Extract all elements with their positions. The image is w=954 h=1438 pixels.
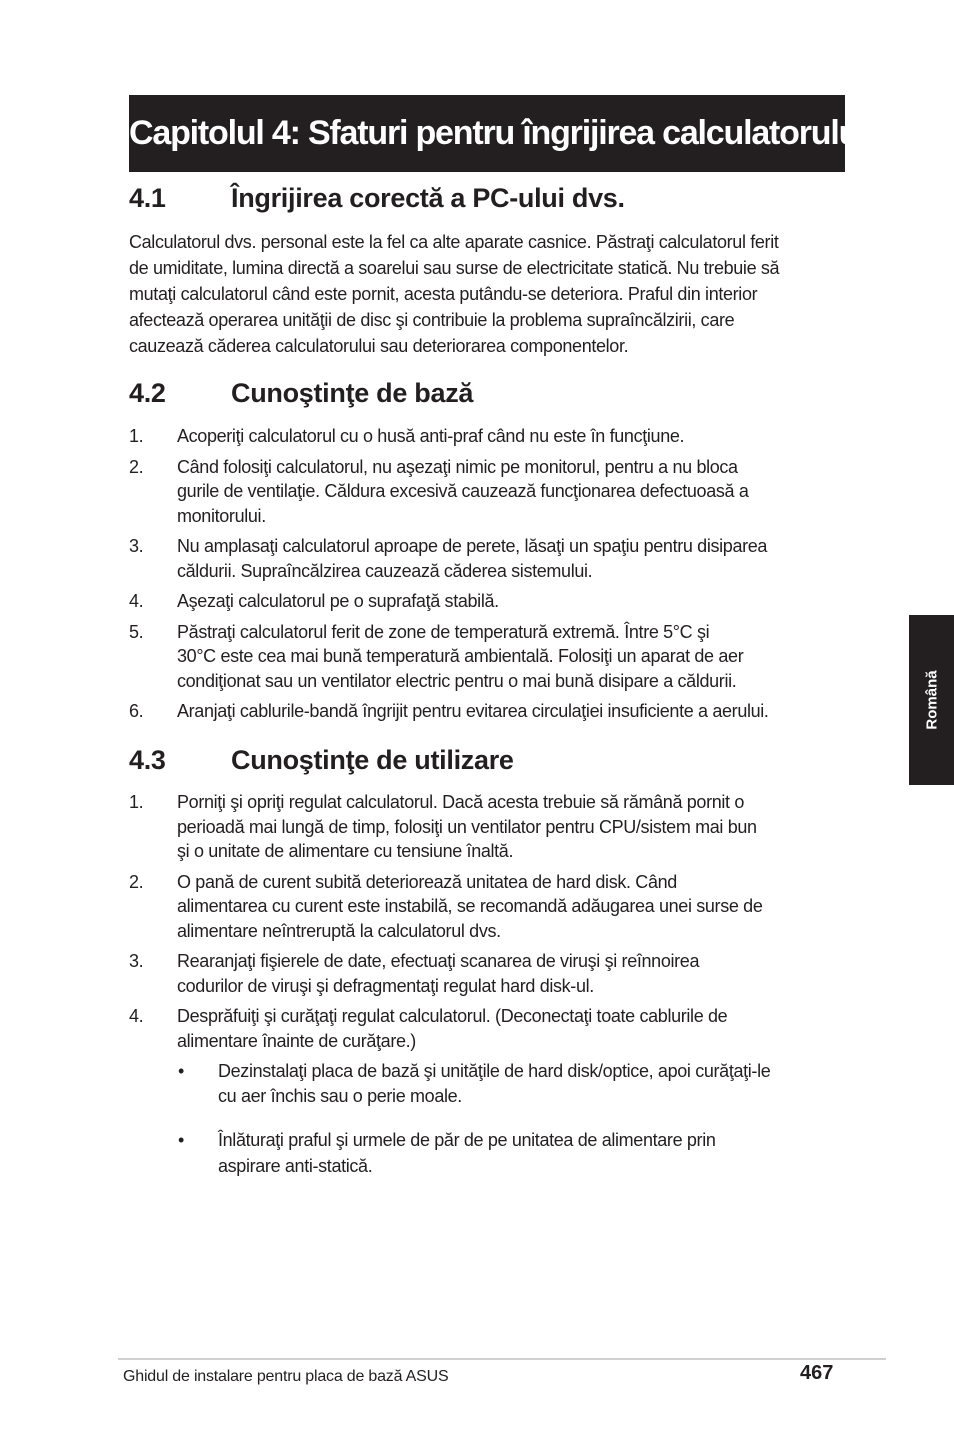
item-line: Acoperiţi calculatorul cu o husă anti-praf când nu este în funcţiune. [177,426,685,446]
item-line: monitorului. [177,505,266,526]
list-item [129,589,849,614]
basic-tips-list [129,424,849,730]
language-side-tab [909,615,954,785]
language-label: Română [923,670,940,730]
item-line: şi o unitate de alimentare cu tensiune înaltă. [177,841,514,861]
section-number: 4.1 [129,183,166,213]
item-line: gurile de ventilaţie. Căldura excesivă cauzează funcţionarea defectuoasă a [177,481,749,501]
footer-divider [118,1358,886,1360]
list-item [129,455,849,529]
item-line: Aranjaţi cablurile-bandă îngrijit pentru evitarea circulaţiei insuficiente a aerului. [177,701,769,721]
bullet-icon: • [178,1061,184,1081]
item-line: Aşezaţi calculatorul pe o suprafaţă stabilă. [177,591,499,611]
item-line: Dezinstalaţi placa de bază şi unităţile de hard disk/optice, apoi curăţaţi-le [218,1061,771,1081]
item-line: alimentarea cu curent este instabilă, se recomandă adăugarea unei surse de [177,896,763,916]
footer-text: Ghidul de instalare pentru placa de bază ASUS [123,1368,449,1385]
item-line: 30°C este cea mai bună temperatură ambientală. Folosiţi un aparat de aer [177,646,744,666]
bullet-icon: • [178,1130,184,1150]
section-title: Cunoştinţe de utilizare [231,745,514,775]
section-heading-4-1 [129,182,625,214]
list-item [129,1004,849,1053]
list-item [129,870,849,944]
item-number: 2. [129,456,144,477]
paragraph-line: Calculatorul dvs. personal este la fel ca alte aparate casnice. Păstraţi calculatorul ferit [129,232,779,252]
item-line: O pană de curent subită deteriorează unitatea de hard disk. Când [177,871,677,892]
sub-list-item [129,1127,849,1179]
item-number: 4. [129,1006,144,1026]
chapter-title: Capitolul 4: Sfaturi pentru îngrijirea calculatorului [129,114,867,152]
sub-list-item [129,1059,849,1108]
item-line: codurilor de viruşi şi defragmentaţi regulat hard disk-ul. [177,975,594,996]
item-number: 1. [129,792,144,812]
section-title: Cunoştinţe de bază [231,378,474,408]
item-number: 5. [129,621,144,642]
list-item [129,620,849,694]
item-number: 6. [129,701,144,721]
page-number: 467 [800,1362,834,1384]
item-line: Porniţi şi opriţi regulat calculatorul. Dacă acesta trebuie să rămână pornit o [177,792,744,812]
paragraph-line: mutaţi calculatorul când este pornit, acesta putându-se deteriora. Praful din interior [129,284,758,304]
section-heading-4-2 [129,377,473,409]
item-line: Nu amplasaţi calculatorul aproape de perete, lăsaţi un spaţiu pentru disiparea [177,536,768,556]
list-item [129,699,849,724]
usage-tips-list [129,790,849,1179]
section-title: Îngrijirea corectă a PC-ului dvs. [231,183,625,213]
paragraph-line: afectează operarea unităţii de disc şi contribuie la problema supraîncălzirii, care [129,310,735,330]
item-line: Păstraţi calculatorul ferit de zone de temperatură extremă. Între 5°C şi [177,621,710,642]
item-number: 4. [129,591,144,611]
item-line: Înlăturaţi praful şi urmele de păr de pe unitatea de alimentare prin [218,1130,716,1150]
paragraph-line: cauzează căderea calculatorului sau deteriorarea componentelor. [129,336,629,356]
list-item [129,424,849,449]
item-line: Rearanjaţi fişierele de date, efectuaţi scanarea de viruşi şi reînnoirea [177,951,700,971]
section-4-1-paragraph [129,229,849,359]
item-number: 1. [129,426,144,446]
list-item [129,790,849,864]
item-line: cu aer închis sau o perie moale. [218,1085,462,1106]
item-line: alimentare înainte de curăţare.) [177,1030,416,1051]
item-line: condiţionat sau un ventilator electric pentru o mai bună disipare a căldurii. [177,670,737,691]
chapter-header-bar [129,95,867,172]
item-line: Desprăfuiţi şi curăţaţi regulat calculatorul. (Deconectaţi toate cablurile de [177,1006,728,1026]
item-line: Când folosiţi calculatorul, nu aşezaţi nimic pe monitorul, pentru a nu bloca [177,456,738,477]
list-item [129,949,849,998]
item-line: aspirare anti-statică. [218,1156,373,1176]
item-number: 3. [129,536,144,556]
item-line: perioadă mai lungă de timp, folosiţi un ventilator pentru CPU/sistem mai bun [177,816,757,837]
paragraph-line: de umiditate, lumina directă a soarelui sau surse de electricitate statică. Nu trebuie să [129,258,780,278]
item-line: căldurii. Supraîncălzirea cauzează căderea sistemului. [177,560,593,581]
section-number: 4.3 [129,745,166,775]
item-number: 2. [129,871,144,892]
item-number: 3. [129,951,144,971]
item-line: alimentare neîntreruptă la calculatorul dvs. [177,920,501,941]
section-number: 4.2 [129,378,166,408]
list-item [129,534,849,583]
section-heading-4-3 [129,744,514,776]
